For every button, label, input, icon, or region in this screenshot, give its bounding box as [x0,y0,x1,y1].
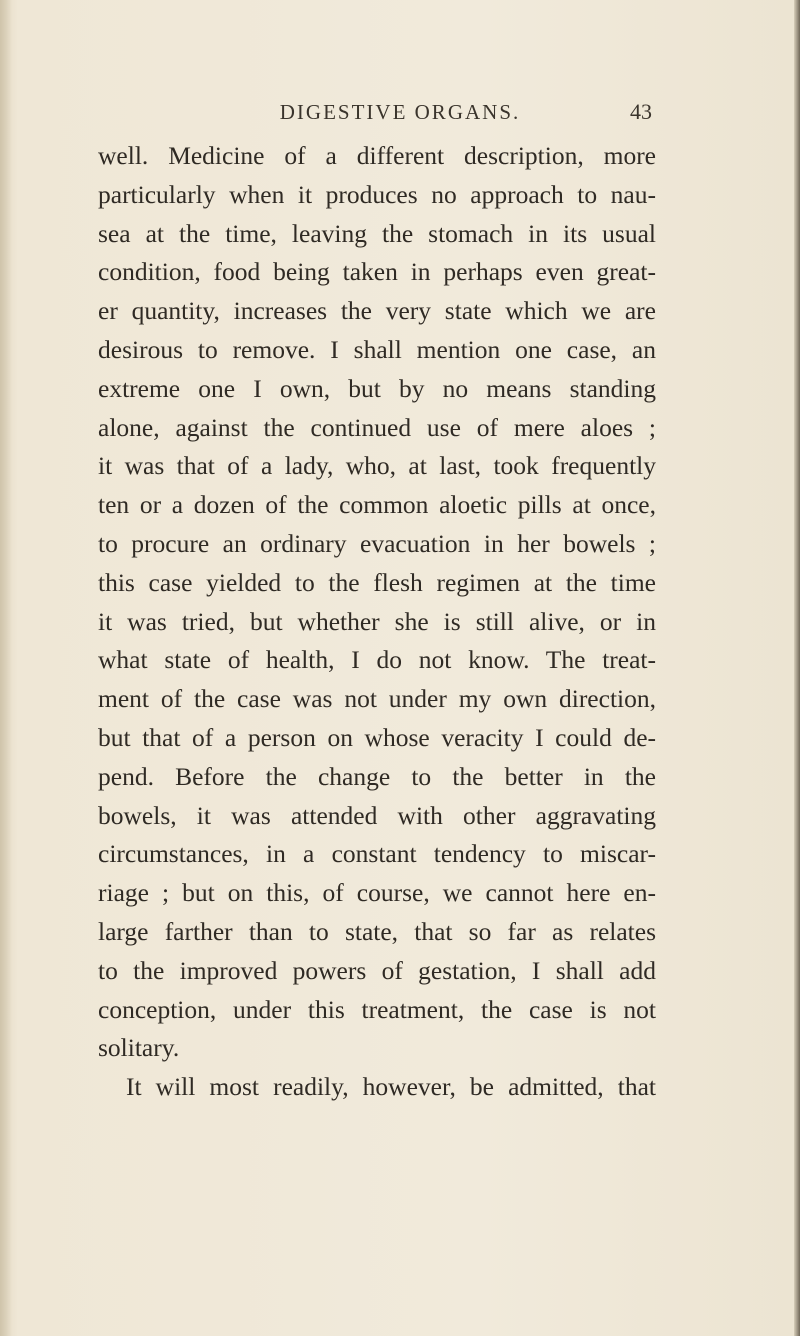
text-line: extreme one I own, but by no means standing [98,373,656,403]
paragraph-start-line: It will most readily, however, be admitted, that [126,1072,656,1102]
text-line: large farther than to state, that so far as relates [98,916,656,946]
body-text [98,137,656,1107]
text-line: it was tried, but whether she is still alive, or in [98,606,656,636]
paragraph-end-line: solitary. [98,1033,180,1063]
running-header: DIGESTIVE ORGANS. [279,100,521,124]
text-line: ten or a dozen of the common aloetic pills at once, [98,490,656,520]
text-line: bowels, it was attended with other aggravating [98,800,656,830]
text-line: alone, against the continued use of mere aloes ; [98,412,656,442]
text-line: riage ; but on this, of course, we cannot here en- [98,878,656,908]
text-line: to procure an ordinary evacuation in her bowels ; [98,528,656,558]
text-line: sea at the time, leaving the stomach in its usual [98,218,656,248]
text-line: desirous to remove. I shall mention one case, an [98,334,656,364]
text-line: particularly when it produces no approach to nau- [98,179,656,209]
text-line: conception, under this treatment, the case is not [98,994,656,1024]
text-line: pend. Before the change to the better in the [98,761,656,791]
page-edge [794,0,800,1336]
text-line: er quantity, increases the very state which we are [98,296,656,326]
text-line: ment of the case was not under my own direction, [98,684,656,714]
text-line: it was that of a lady, who, at last, took frequently [98,451,656,481]
page-number: 43 [630,99,652,124]
text-line: what state of health, I do not know. The treat- [98,645,656,675]
text-line: but that of a person on whose veracity I could de- [98,722,656,752]
text-line: circumstances, in a constant tendency to miscar- [98,839,656,869]
text-line: condition, food being taken in perhaps even great- [98,257,656,287]
text-line: to the improved powers of gestation, I shall add [98,955,656,985]
page-gutter-shadow [0,0,12,1336]
text-line: well. Medicine of a different description, more [98,141,656,170]
text-line: this case yielded to the flesh regimen at the time [98,567,656,597]
